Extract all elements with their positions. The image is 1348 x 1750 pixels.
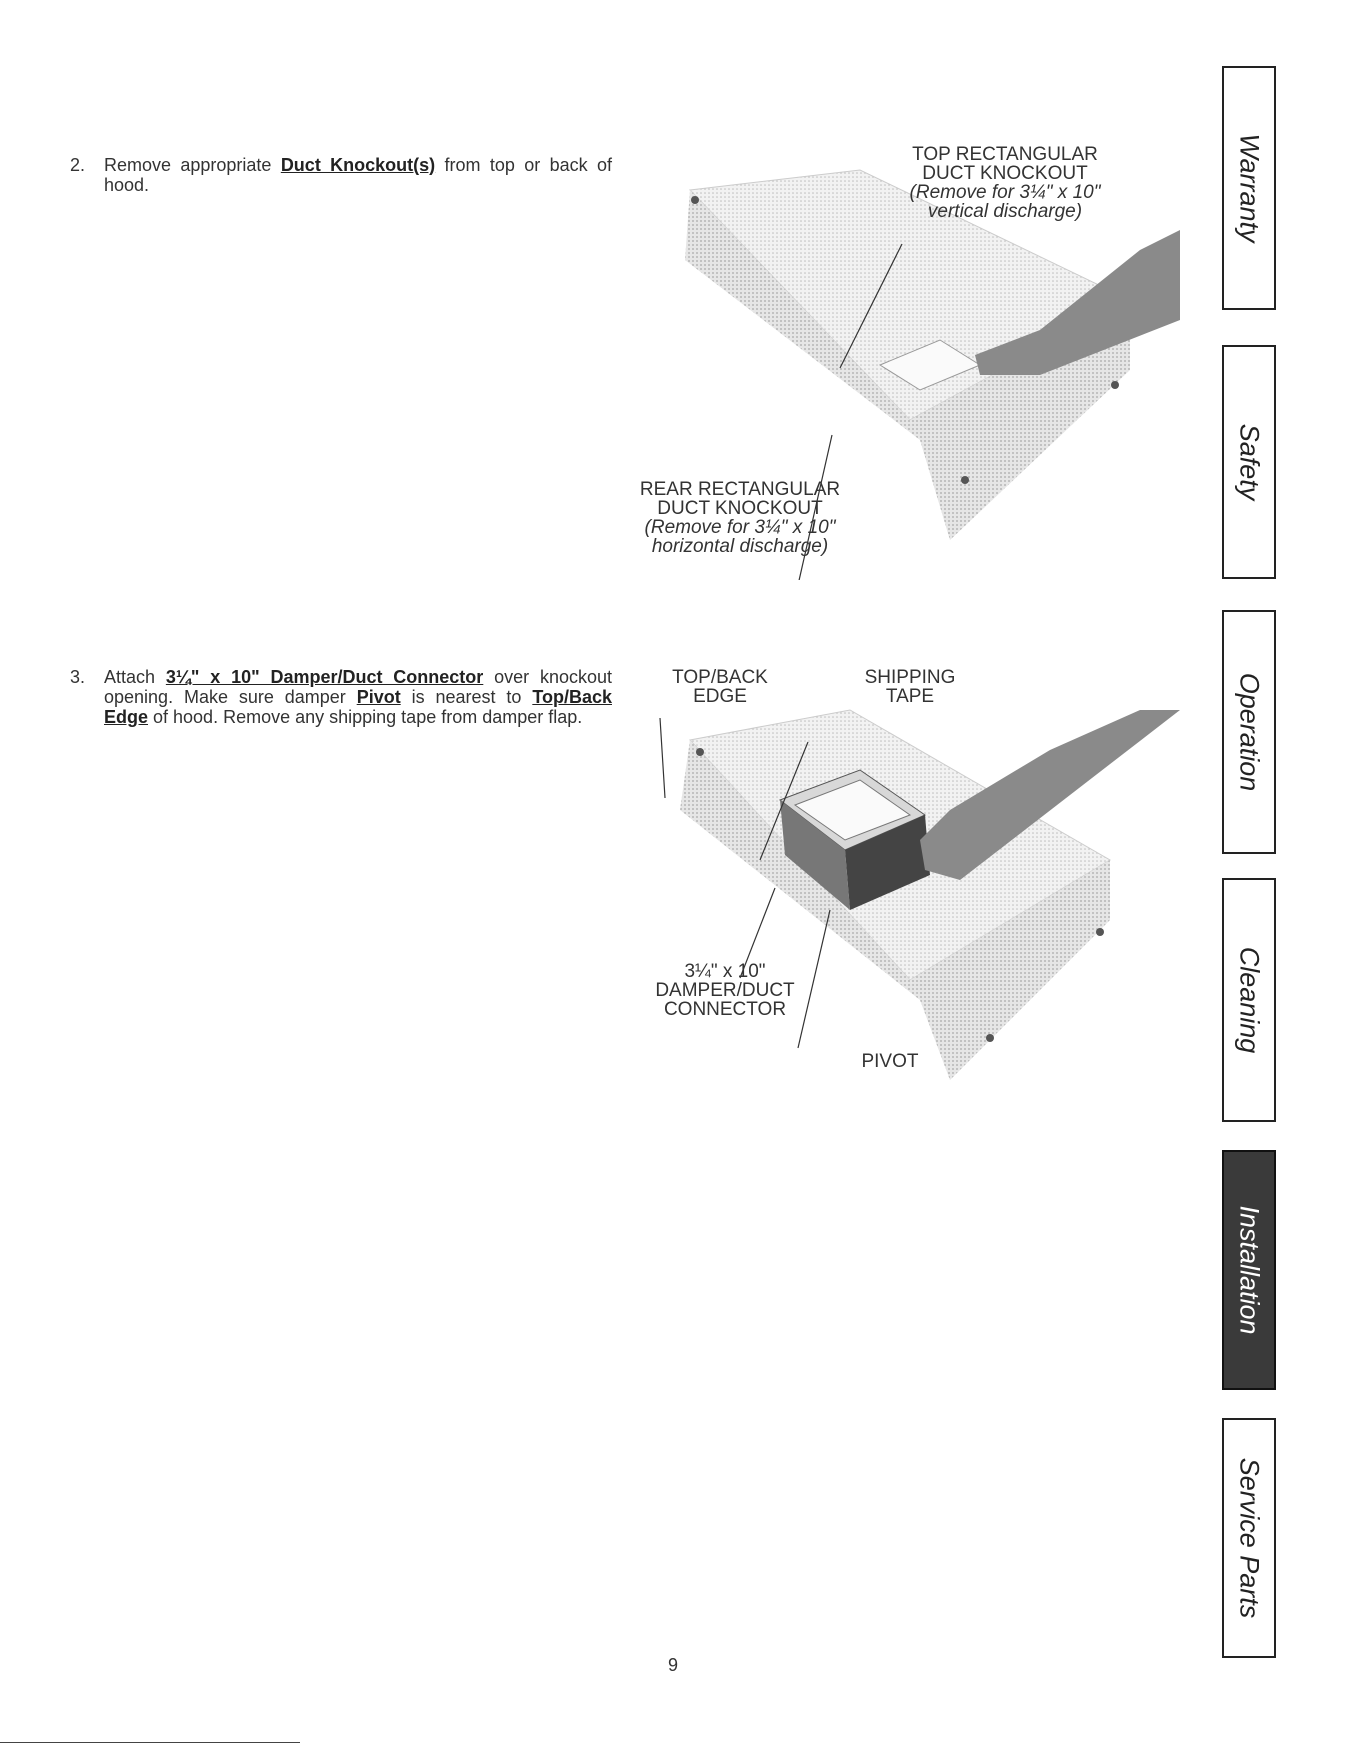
label-line: TOP RECTANGULAR bbox=[912, 144, 1098, 165]
page-number: 9 bbox=[668, 1655, 679, 1675]
tab-operation[interactable] bbox=[1222, 610, 1276, 854]
tab-label: Warranty bbox=[1234, 133, 1265, 243]
label-note: vertical discharge) bbox=[927, 201, 1083, 222]
label-top-knockout bbox=[855, 145, 1155, 221]
tab-installation[interactable] bbox=[1222, 1150, 1276, 1390]
label-line: REAR RECTANGULAR bbox=[639, 479, 841, 500]
tab-label: Service Parts bbox=[1234, 1457, 1265, 1619]
label-line: TAPE bbox=[885, 686, 935, 707]
term-duct-knockout: Duct Knockout(s) bbox=[280, 155, 436, 175]
label-pivot bbox=[850, 1052, 930, 1071]
hood-illustration-2 bbox=[620, 660, 1180, 1100]
label-rear-knockout bbox=[620, 480, 860, 556]
step-text bbox=[104, 155, 612, 195]
figure-damper-connector bbox=[620, 660, 1180, 1100]
text-run: is nearest to bbox=[400, 687, 533, 707]
tab-label: Operation bbox=[1234, 672, 1265, 792]
label-line: EDGE bbox=[693, 686, 747, 707]
step-2 bbox=[70, 155, 612, 195]
label-note: (Remove for 3¼" x 10" bbox=[909, 182, 1101, 203]
text-run: from top or back of hood. bbox=[104, 155, 613, 195]
step-number: 2. bbox=[70, 155, 86, 175]
step-text bbox=[104, 667, 612, 727]
label-line: DUCT KNOCKOUT bbox=[922, 163, 1088, 184]
text-run: over knockout opening. Make sure damper bbox=[104, 667, 613, 707]
tab-service-parts[interactable] bbox=[1222, 1418, 1276, 1658]
footer-rule bbox=[0, 1742, 300, 1743]
label-line: SHIPPING bbox=[864, 667, 956, 688]
label-line: DUCT KNOCKOUT bbox=[657, 498, 823, 519]
step-3 bbox=[70, 667, 612, 727]
label-line: CONNECTOR bbox=[663, 999, 787, 1020]
label-top-back-edge bbox=[660, 668, 780, 706]
term-pivot: Pivot bbox=[356, 687, 401, 707]
label-note: horizontal discharge) bbox=[651, 536, 829, 557]
label-line: TOP/BACK bbox=[672, 667, 768, 688]
label-line: 3¼" x 10" bbox=[684, 961, 766, 982]
tab-warranty[interactable] bbox=[1222, 66, 1276, 310]
tab-safety[interactable] bbox=[1222, 345, 1276, 579]
tab-label: Safety bbox=[1234, 423, 1265, 501]
term-damper-connector: 3¼" x 10" Damper/Duct Connector bbox=[165, 667, 484, 687]
tab-cleaning[interactable] bbox=[1222, 878, 1276, 1122]
term-top-back-edge: Top/Back Edge bbox=[104, 687, 612, 727]
label-damper-connector bbox=[640, 962, 810, 1019]
text-run: Remove appropriate bbox=[104, 155, 281, 175]
label-line: PIVOT bbox=[861, 1051, 919, 1072]
label-note: (Remove for 3¼" x 10" bbox=[644, 517, 836, 538]
text-run: Attach bbox=[104, 667, 166, 687]
tab-label: Cleaning bbox=[1234, 946, 1265, 1054]
label-line: DAMPER/DUCT bbox=[655, 980, 795, 1001]
step-number: 3. bbox=[70, 667, 86, 687]
tab-label: Installation bbox=[1234, 1205, 1265, 1335]
label-shipping-tape bbox=[850, 668, 970, 706]
text-run: of hood. Remove any shipping tape from damper flap. bbox=[148, 707, 583, 727]
